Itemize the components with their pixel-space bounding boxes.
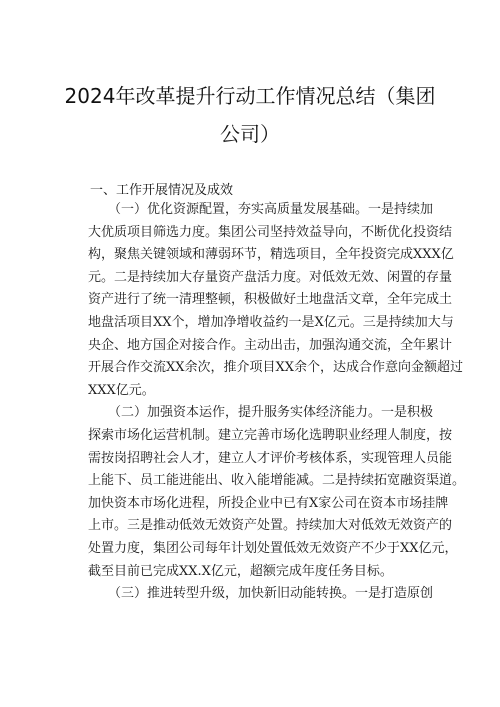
paragraph-line: 处置力度，集团公司每年计划处置低效无效资产不少于XX亿元， — [88, 540, 458, 556]
paragraph-line: 地盘活项目XX个，增加净增收益约一是X亿元。三是持续加大与 — [88, 314, 454, 330]
paragraph-line: （三）推进转型升级，加快新旧动能转换。一是打造原创 — [108, 586, 434, 602]
paragraph-line: 央企、地方国企对接合作。主动出击，加强沟通交流，全年累计 — [88, 337, 453, 353]
paragraph-line: 需按岗招聘社会人才，建立人才评价考核体系，实现管理人员能 — [88, 450, 453, 466]
paragraph-line: 截至目前已完成XX.X亿元，超额完成年度任务目标。 — [88, 563, 393, 579]
section-heading: 一、工作开展情况及成效 — [90, 183, 234, 198]
paragraph-line: 大优质项目筛选力度。集团公司坚持效益导向，不断优化投资结 — [88, 224, 453, 240]
paragraph-line: （一）优化资源配置，夯实高质量发展基础。一是持续加 — [108, 202, 434, 217]
paragraph-line: 上能下、员工能进能出、收入能增能减。二是持续拓宽融资渠道。 — [88, 473, 466, 489]
document-body — [88, 199, 466, 606]
paragraph-line: 元。二是持续加大存量资产盘活力度。对低效无效、闲置的存量 — [88, 269, 453, 285]
paragraph-line: 探索市场化运营机制。建立完善市场化选聘职业经理人制度，按 — [88, 427, 453, 443]
paragraph-line: 资产进行了统一清理整顿，积极做好土地盘活文章，全年完成土 — [88, 292, 453, 308]
paragraph-line: 上市。三是推动低效无效资产处置。持续加大对低效无效资产的 — [88, 518, 453, 534]
paragraph-line: XXX亿元。 — [88, 382, 155, 398]
paragraph-line: （二）加强资本运作，提升服务实体经济能力。一是积极 — [108, 405, 434, 421]
document-title-line-1: 2024年改革提升行动工作情况总结（集团 — [64, 84, 436, 108]
paragraph-line: 加快资本市场化进程，所投企业中已有X家公司在资本市场挂牌 — [88, 495, 449, 511]
paragraph-line: 开展合作交流XX余次，推介项目XX余个，达成合作意向金额超过 — [88, 360, 464, 376]
document-title-line-2: 公司） — [220, 122, 280, 146]
paragraph-line: 构，聚焦关键领域和薄弱环节，精选项目，全年投资完成XXX亿 — [88, 247, 454, 263]
